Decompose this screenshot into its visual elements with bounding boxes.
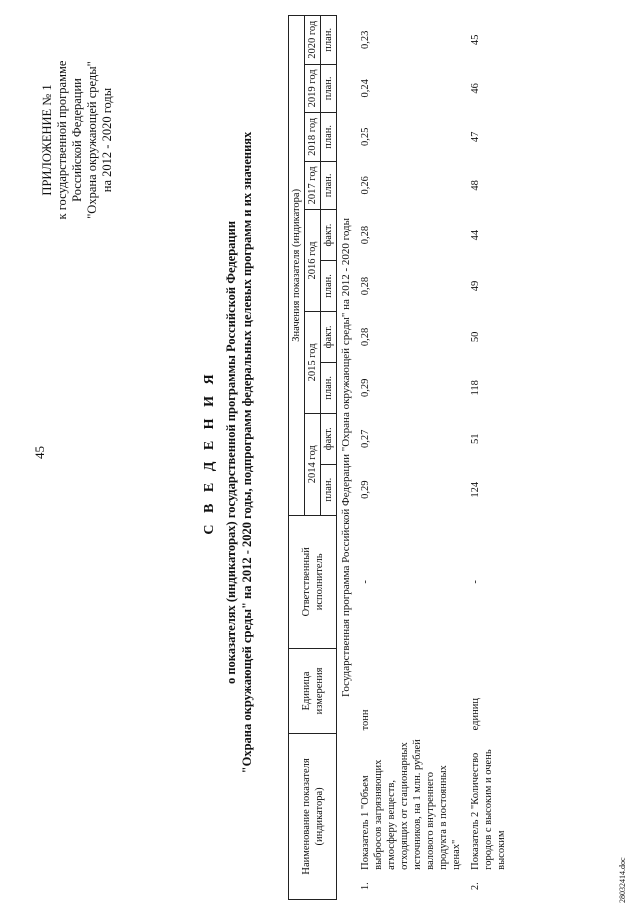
value-cell: 45 <box>470 34 481 46</box>
value-cell: 49 <box>470 280 481 292</box>
value-cell: 0,28 <box>360 225 371 245</box>
header-year: 2015 год <box>305 311 321 413</box>
indicator-executor: - <box>470 580 481 584</box>
row-number: 2. <box>470 882 481 891</box>
indicators-table <box>288 15 511 900</box>
table-row <box>356 16 466 900</box>
value-cell: 0,27 <box>360 429 371 448</box>
header-plan: план. <box>321 113 337 162</box>
header-unit: Единица измерения <box>289 649 337 734</box>
row-number: 1. <box>360 882 371 891</box>
header-year: 2018 год <box>305 113 321 162</box>
value-cell: 48 <box>470 180 481 191</box>
value-cell: 46 <box>470 83 481 94</box>
value-cell: 0,26 <box>360 176 371 195</box>
appendix-line: на 2012 - 2020 годы <box>100 87 114 193</box>
page-number: 45 <box>32 446 47 459</box>
header-name: Наименование показателя (индикатора) <box>289 733 337 899</box>
appendix-line: к государственной программе <box>55 60 69 220</box>
value-cell: 124 <box>470 481 481 498</box>
section-row <box>337 16 357 900</box>
header-executor: Ответственный исполнитель <box>289 515 337 648</box>
value-cell: 0,24 <box>360 79 371 98</box>
header-year: 2016 год <box>305 210 321 312</box>
header-plan: план. <box>321 362 337 413</box>
indicator-name: Показатель 2 "Количество городов с высоким и очень высоким <box>470 749 507 870</box>
value-cell: 44 <box>470 229 481 241</box>
table-row <box>466 16 511 900</box>
appendix-line: Российской Федерации <box>70 78 84 202</box>
indicator-unit: единиц <box>470 698 481 731</box>
header-year: 2014 год <box>305 413 321 515</box>
document-heading: С В Е Д Е Н И Я <box>202 370 217 535</box>
header-values: Значения показателя (индикатора) <box>289 16 305 516</box>
header-plan: план. <box>321 161 337 210</box>
indicator-name: Показатель 1 "Объем выбросов загрязняющих атмосферу веществ, отходящих от стационарных источников, на 1 млн. рублей валового внутреннего продукта в постоянных ценах" <box>360 739 462 870</box>
value-cell: 0,23 <box>360 30 371 49</box>
header-plan: план. <box>321 16 337 65</box>
header-fact: факт. <box>321 413 337 464</box>
appendix-line: ПРИЛОЖЕНИЕ № 1 <box>40 84 54 196</box>
value-cell: 0,28 <box>360 327 371 347</box>
value-cell: 0,29 <box>360 378 371 398</box>
value-cell: 47 <box>470 131 481 143</box>
document-title-line: "Охрана окружающей среды" на 2012 - 2020 годы, подпрограмм федеральных целевых программ и их значениях <box>240 131 254 774</box>
value-cell: 0,25 <box>360 127 371 147</box>
document-id: 28032414.doc <box>618 857 627 903</box>
appendix-line: "Охрана окружающей среды" <box>85 61 99 219</box>
header-fact: факт. <box>321 210 337 261</box>
value-cell: 0,28 <box>360 276 371 296</box>
header-plan: план. <box>321 261 337 312</box>
header-plan: план. <box>321 64 337 113</box>
document-title-line: о показателях (индикаторах) государственной программы Российской Федерации <box>224 220 238 685</box>
header-year: 2017 год <box>305 161 321 210</box>
section-title: Государственная программа Российской Федерации "Охрана окружающей среды" на 2012 - 2020 годы <box>340 217 352 698</box>
value-cell: 0,29 <box>360 480 371 499</box>
value-cell: 50 <box>470 331 481 343</box>
value-cell: 51 <box>470 433 481 445</box>
header-plan: план. <box>321 464 337 515</box>
indicator-unit: тонн <box>360 709 371 731</box>
header-fact: факт. <box>321 311 337 362</box>
header-year: 2019 год <box>305 64 321 113</box>
indicator-executor: - <box>360 580 371 584</box>
appendix-block <box>40 15 115 265</box>
value-cell: 118 <box>470 380 481 396</box>
header-year: 2020 год <box>305 16 321 65</box>
